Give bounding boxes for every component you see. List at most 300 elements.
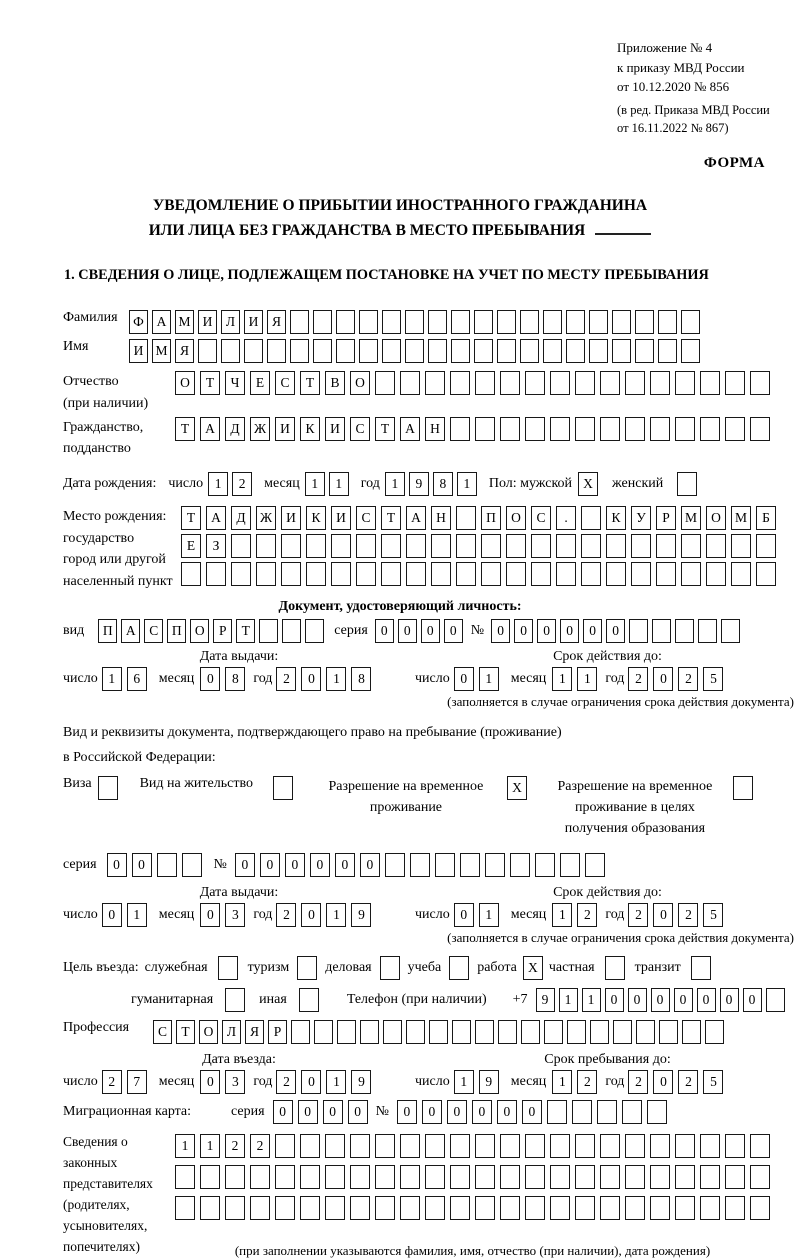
char-cell[interactable]: Н bbox=[431, 506, 451, 530]
char-cell[interactable]: 2 bbox=[102, 1070, 122, 1094]
char-cell[interactable]: М bbox=[731, 506, 751, 530]
char-cell[interactable]: 0 bbox=[653, 1070, 673, 1094]
char-cell[interactable]: С bbox=[275, 371, 295, 395]
char-cell[interactable] bbox=[500, 1134, 520, 1158]
char-cell[interactable] bbox=[550, 371, 570, 395]
char-cell[interactable] bbox=[675, 1196, 695, 1220]
char-cell[interactable]: Н bbox=[425, 417, 445, 441]
char-cell[interactable] bbox=[250, 1165, 270, 1189]
char-cell[interactable] bbox=[306, 562, 326, 586]
char-cell[interactable]: 0 bbox=[397, 1100, 417, 1124]
char-cell[interactable] bbox=[405, 310, 424, 334]
char-cell[interactable]: И bbox=[198, 310, 217, 334]
char-cell[interactable] bbox=[681, 534, 701, 558]
char-cell[interactable] bbox=[290, 310, 309, 334]
char-cell[interactable] bbox=[725, 1134, 745, 1158]
char-cell[interactable] bbox=[425, 371, 445, 395]
char-cell[interactable] bbox=[750, 1134, 770, 1158]
char-cell[interactable] bbox=[431, 534, 451, 558]
char-cell[interactable] bbox=[756, 562, 776, 586]
char-cell[interactable]: М bbox=[152, 339, 171, 363]
purpose-other-checkbox[interactable] bbox=[299, 988, 319, 1012]
char-cell[interactable] bbox=[705, 1020, 724, 1044]
char-cell[interactable] bbox=[625, 371, 645, 395]
char-cell[interactable] bbox=[706, 534, 726, 558]
char-cell[interactable] bbox=[198, 339, 217, 363]
char-cell[interactable] bbox=[406, 534, 426, 558]
char-cell[interactable]: 9 bbox=[351, 1070, 371, 1094]
char-cell[interactable] bbox=[567, 1020, 586, 1044]
char-cell[interactable] bbox=[725, 371, 745, 395]
char-cell[interactable]: О bbox=[706, 506, 726, 530]
char-cell[interactable]: 1 bbox=[479, 667, 499, 691]
char-cell[interactable] bbox=[625, 1165, 645, 1189]
char-cell[interactable] bbox=[650, 417, 670, 441]
char-cell[interactable] bbox=[314, 1020, 333, 1044]
char-cell[interactable] bbox=[700, 1134, 720, 1158]
char-cell[interactable]: 2 bbox=[678, 667, 698, 691]
char-cell[interactable] bbox=[647, 1100, 667, 1124]
char-cell[interactable] bbox=[313, 310, 332, 334]
char-cell[interactable]: 1 bbox=[200, 1134, 220, 1158]
char-cell[interactable] bbox=[451, 339, 470, 363]
char-cell[interactable] bbox=[474, 310, 493, 334]
char-cell[interactable] bbox=[575, 371, 595, 395]
char-cell[interactable]: А bbox=[206, 506, 226, 530]
char-cell[interactable]: С bbox=[153, 1020, 172, 1044]
char-cell[interactable]: 0 bbox=[235, 853, 255, 877]
char-cell[interactable] bbox=[331, 534, 351, 558]
char-cell[interactable] bbox=[581, 534, 601, 558]
char-cell[interactable]: 2 bbox=[276, 667, 296, 691]
char-cell[interactable]: 0 bbox=[720, 988, 739, 1012]
char-cell[interactable] bbox=[435, 853, 455, 877]
char-cell[interactable]: Я bbox=[267, 310, 286, 334]
char-cell[interactable] bbox=[356, 534, 376, 558]
char-cell[interactable]: Т bbox=[300, 371, 320, 395]
char-cell[interactable] bbox=[425, 1196, 445, 1220]
char-cell[interactable]: 0 bbox=[301, 1070, 321, 1094]
char-cell[interactable] bbox=[500, 1165, 520, 1189]
char-cell[interactable] bbox=[331, 562, 351, 586]
char-cell[interactable] bbox=[636, 1020, 655, 1044]
char-cell[interactable]: 0 bbox=[310, 853, 330, 877]
char-cell[interactable]: Т bbox=[236, 619, 255, 643]
char-cell[interactable]: 8 bbox=[433, 472, 453, 496]
char-cell[interactable]: О bbox=[506, 506, 526, 530]
char-cell[interactable]: 2 bbox=[577, 1070, 597, 1094]
char-cell[interactable]: Т bbox=[381, 506, 401, 530]
char-cell[interactable]: 0 bbox=[273, 1100, 293, 1124]
char-cell[interactable] bbox=[750, 371, 770, 395]
char-cell[interactable] bbox=[350, 1134, 370, 1158]
char-cell[interactable] bbox=[650, 1196, 670, 1220]
char-cell[interactable]: Л bbox=[221, 310, 240, 334]
char-cell[interactable] bbox=[535, 853, 555, 877]
char-cell[interactable] bbox=[631, 534, 651, 558]
char-cell[interactable]: К bbox=[606, 506, 626, 530]
char-cell[interactable] bbox=[336, 339, 355, 363]
char-cell[interactable]: 1 bbox=[582, 988, 601, 1012]
char-cell[interactable]: Т bbox=[181, 506, 201, 530]
char-cell[interactable]: 0 bbox=[454, 667, 474, 691]
char-cell[interactable]: 0 bbox=[514, 619, 533, 643]
char-cell[interactable] bbox=[556, 534, 576, 558]
char-cell[interactable]: 0 bbox=[200, 1070, 220, 1094]
char-cell[interactable] bbox=[225, 1165, 245, 1189]
char-cell[interactable] bbox=[500, 371, 520, 395]
char-cell[interactable] bbox=[325, 1196, 345, 1220]
char-cell[interactable] bbox=[450, 371, 470, 395]
char-cell[interactable] bbox=[450, 1134, 470, 1158]
purpose-transit-checkbox[interactable] bbox=[691, 956, 711, 980]
char-cell[interactable] bbox=[600, 1134, 620, 1158]
char-cell[interactable] bbox=[381, 534, 401, 558]
char-cell[interactable]: 1 bbox=[329, 472, 349, 496]
char-cell[interactable] bbox=[750, 1165, 770, 1189]
char-cell[interactable] bbox=[560, 853, 580, 877]
char-cell[interactable]: Ч bbox=[225, 371, 245, 395]
char-cell[interactable]: 1 bbox=[326, 1070, 346, 1094]
char-cell[interactable] bbox=[305, 619, 324, 643]
char-cell[interactable] bbox=[525, 371, 545, 395]
char-cell[interactable] bbox=[531, 562, 551, 586]
char-cell[interactable]: 7 bbox=[127, 1070, 147, 1094]
char-cell[interactable]: 0 bbox=[522, 1100, 542, 1124]
char-cell[interactable]: И bbox=[331, 506, 351, 530]
char-cell[interactable] bbox=[382, 310, 401, 334]
char-cell[interactable] bbox=[336, 310, 355, 334]
char-cell[interactable] bbox=[456, 534, 476, 558]
char-cell[interactable] bbox=[506, 562, 526, 586]
char-cell[interactable] bbox=[629, 619, 648, 643]
char-cell[interactable]: З bbox=[206, 534, 226, 558]
char-cell[interactable] bbox=[221, 339, 240, 363]
char-cell[interactable] bbox=[681, 562, 701, 586]
char-cell[interactable] bbox=[250, 1196, 270, 1220]
residence-permit-checkbox[interactable] bbox=[273, 776, 293, 800]
char-cell[interactable]: 8 bbox=[225, 667, 245, 691]
char-cell[interactable]: 1 bbox=[208, 472, 228, 496]
char-cell[interactable]: У bbox=[631, 506, 651, 530]
char-cell[interactable] bbox=[385, 853, 405, 877]
char-cell[interactable] bbox=[682, 1020, 701, 1044]
char-cell[interactable]: 0 bbox=[200, 903, 220, 927]
sex-male-checkbox[interactable]: X bbox=[578, 472, 598, 496]
char-cell[interactable]: Д bbox=[225, 417, 245, 441]
char-cell[interactable]: К bbox=[306, 506, 326, 530]
char-cell[interactable] bbox=[600, 371, 620, 395]
char-cell[interactable]: А bbox=[152, 310, 171, 334]
char-cell[interactable] bbox=[410, 853, 430, 877]
char-cell[interactable] bbox=[725, 1165, 745, 1189]
char-cell[interactable] bbox=[200, 1196, 220, 1220]
char-cell[interactable]: 2 bbox=[276, 1070, 296, 1094]
char-cell[interactable] bbox=[698, 619, 717, 643]
char-cell[interactable]: 1 bbox=[479, 903, 499, 927]
char-cell[interactable] bbox=[474, 339, 493, 363]
char-cell[interactable]: 0 bbox=[653, 903, 673, 927]
char-cell[interactable] bbox=[721, 619, 740, 643]
purpose-tourism-checkbox[interactable] bbox=[297, 956, 317, 980]
char-cell[interactable] bbox=[585, 853, 605, 877]
char-cell[interactable]: 0 bbox=[398, 619, 417, 643]
char-cell[interactable]: 2 bbox=[628, 1070, 648, 1094]
char-cell[interactable] bbox=[200, 1165, 220, 1189]
char-cell[interactable] bbox=[382, 339, 401, 363]
char-cell[interactable] bbox=[681, 310, 700, 334]
char-cell[interactable]: 5 bbox=[703, 903, 723, 927]
char-cell[interactable]: 2 bbox=[225, 1134, 245, 1158]
char-cell[interactable]: 9 bbox=[409, 472, 429, 496]
char-cell[interactable]: П bbox=[167, 619, 186, 643]
char-cell[interactable] bbox=[525, 1134, 545, 1158]
char-cell[interactable]: 0 bbox=[301, 903, 321, 927]
char-cell[interactable]: 1 bbox=[552, 667, 572, 691]
char-cell[interactable] bbox=[428, 339, 447, 363]
char-cell[interactable] bbox=[450, 1196, 470, 1220]
char-cell[interactable]: Е bbox=[181, 534, 201, 558]
char-cell[interactable] bbox=[650, 1134, 670, 1158]
char-cell[interactable]: В bbox=[325, 371, 345, 395]
char-cell[interactable] bbox=[475, 417, 495, 441]
char-cell[interactable] bbox=[290, 339, 309, 363]
char-cell[interactable] bbox=[600, 1165, 620, 1189]
char-cell[interactable] bbox=[350, 1165, 370, 1189]
char-cell[interactable] bbox=[244, 339, 263, 363]
char-cell[interactable] bbox=[275, 1165, 295, 1189]
char-cell[interactable]: 0 bbox=[537, 619, 556, 643]
char-cell[interactable] bbox=[375, 1196, 395, 1220]
char-cell[interactable]: 0 bbox=[472, 1100, 492, 1124]
char-cell[interactable] bbox=[635, 310, 654, 334]
char-cell[interactable] bbox=[600, 1196, 620, 1220]
char-cell[interactable] bbox=[350, 1196, 370, 1220]
char-cell[interactable] bbox=[475, 1020, 494, 1044]
char-cell[interactable] bbox=[375, 1165, 395, 1189]
char-cell[interactable] bbox=[575, 1134, 595, 1158]
char-cell[interactable] bbox=[206, 562, 226, 586]
char-cell[interactable]: А bbox=[200, 417, 220, 441]
temp-residence-edu-checkbox[interactable] bbox=[733, 776, 753, 800]
char-cell[interactable] bbox=[500, 1196, 520, 1220]
char-cell[interactable] bbox=[475, 371, 495, 395]
char-cell[interactable]: П bbox=[481, 506, 501, 530]
char-cell[interactable] bbox=[750, 417, 770, 441]
char-cell[interactable] bbox=[700, 371, 720, 395]
char-cell[interactable]: С bbox=[350, 417, 370, 441]
char-cell[interactable] bbox=[525, 1165, 545, 1189]
char-cell[interactable]: 0 bbox=[298, 1100, 318, 1124]
char-cell[interactable]: И bbox=[281, 506, 301, 530]
char-cell[interactable] bbox=[182, 853, 202, 877]
char-cell[interactable]: 0 bbox=[348, 1100, 368, 1124]
char-cell[interactable] bbox=[520, 339, 539, 363]
char-cell[interactable] bbox=[337, 1020, 356, 1044]
char-cell[interactable] bbox=[231, 534, 251, 558]
char-cell[interactable]: 0 bbox=[454, 903, 474, 927]
char-cell[interactable] bbox=[650, 371, 670, 395]
char-cell[interactable]: 1 bbox=[577, 667, 597, 691]
char-cell[interactable]: К bbox=[300, 417, 320, 441]
char-cell[interactable]: 2 bbox=[678, 903, 698, 927]
char-cell[interactable]: 0 bbox=[560, 619, 579, 643]
char-cell[interactable] bbox=[313, 339, 332, 363]
char-cell[interactable] bbox=[589, 339, 608, 363]
char-cell[interactable] bbox=[656, 562, 676, 586]
char-cell[interactable]: 3 bbox=[225, 903, 245, 927]
char-cell[interactable] bbox=[450, 417, 470, 441]
char-cell[interactable] bbox=[400, 1165, 420, 1189]
char-cell[interactable] bbox=[706, 562, 726, 586]
char-cell[interactable]: И bbox=[275, 417, 295, 441]
char-cell[interactable] bbox=[725, 417, 745, 441]
char-cell[interactable] bbox=[500, 417, 520, 441]
char-cell[interactable]: 6 bbox=[127, 667, 147, 691]
char-cell[interactable]: 0 bbox=[132, 853, 152, 877]
char-cell[interactable]: Ж bbox=[256, 506, 276, 530]
char-cell[interactable] bbox=[700, 1196, 720, 1220]
char-cell[interactable] bbox=[625, 417, 645, 441]
char-cell[interactable]: 2 bbox=[678, 1070, 698, 1094]
char-cell[interactable]: 0 bbox=[651, 988, 670, 1012]
char-cell[interactable]: И bbox=[244, 310, 263, 334]
char-cell[interactable] bbox=[400, 371, 420, 395]
char-cell[interactable]: Е bbox=[250, 371, 270, 395]
char-cell[interactable] bbox=[521, 1020, 540, 1044]
char-cell[interactable] bbox=[631, 562, 651, 586]
char-cell[interactable]: Я bbox=[245, 1020, 264, 1044]
char-cell[interactable] bbox=[566, 339, 585, 363]
char-cell[interactable] bbox=[282, 619, 301, 643]
char-cell[interactable]: 2 bbox=[577, 903, 597, 927]
char-cell[interactable] bbox=[590, 1020, 609, 1044]
char-cell[interactable] bbox=[425, 1165, 445, 1189]
char-cell[interactable]: Р bbox=[213, 619, 232, 643]
char-cell[interactable] bbox=[550, 417, 570, 441]
char-cell[interactable]: П bbox=[98, 619, 117, 643]
char-cell[interactable]: 0 bbox=[583, 619, 602, 643]
char-cell[interactable] bbox=[425, 1134, 445, 1158]
char-cell[interactable]: 0 bbox=[421, 619, 440, 643]
char-cell[interactable]: 2 bbox=[232, 472, 252, 496]
char-cell[interactable]: 1 bbox=[552, 903, 572, 927]
char-cell[interactable]: 1 bbox=[457, 472, 477, 496]
char-cell[interactable]: 0 bbox=[375, 619, 394, 643]
char-cell[interactable]: Д bbox=[231, 506, 251, 530]
sex-female-checkbox[interactable] bbox=[677, 472, 697, 496]
char-cell[interactable]: 9 bbox=[536, 988, 555, 1012]
char-cell[interactable] bbox=[550, 1165, 570, 1189]
char-cell[interactable]: 2 bbox=[250, 1134, 270, 1158]
char-cell[interactable] bbox=[456, 506, 476, 530]
char-cell[interactable] bbox=[325, 1134, 345, 1158]
char-cell[interactable]: 0 bbox=[102, 903, 122, 927]
char-cell[interactable] bbox=[725, 1196, 745, 1220]
char-cell[interactable] bbox=[606, 562, 626, 586]
char-cell[interactable] bbox=[475, 1196, 495, 1220]
char-cell[interactable] bbox=[659, 1020, 678, 1044]
char-cell[interactable]: 1 bbox=[454, 1070, 474, 1094]
char-cell[interactable] bbox=[525, 417, 545, 441]
char-cell[interactable] bbox=[281, 534, 301, 558]
char-cell[interactable]: Т bbox=[200, 371, 220, 395]
char-cell[interactable]: С bbox=[356, 506, 376, 530]
char-cell[interactable] bbox=[475, 1165, 495, 1189]
char-cell[interactable] bbox=[300, 1196, 320, 1220]
char-cell[interactable]: 1 bbox=[102, 667, 122, 691]
char-cell[interactable] bbox=[475, 1134, 495, 1158]
char-cell[interactable] bbox=[556, 562, 576, 586]
char-cell[interactable] bbox=[566, 310, 585, 334]
char-cell[interactable]: Т bbox=[176, 1020, 195, 1044]
char-cell[interactable] bbox=[600, 417, 620, 441]
char-cell[interactable]: 0 bbox=[606, 619, 625, 643]
char-cell[interactable] bbox=[612, 339, 631, 363]
char-cell[interactable]: 0 bbox=[491, 619, 510, 643]
char-cell[interactable]: О bbox=[350, 371, 370, 395]
char-cell[interactable] bbox=[652, 619, 671, 643]
char-cell[interactable]: А bbox=[400, 417, 420, 441]
char-cell[interactable]: Т bbox=[175, 417, 195, 441]
char-cell[interactable] bbox=[428, 310, 447, 334]
char-cell[interactable] bbox=[589, 310, 608, 334]
char-cell[interactable] bbox=[575, 1196, 595, 1220]
char-cell[interactable] bbox=[656, 534, 676, 558]
char-cell[interactable] bbox=[231, 562, 251, 586]
char-cell[interactable] bbox=[359, 339, 378, 363]
char-cell[interactable]: 2 bbox=[276, 903, 296, 927]
char-cell[interactable]: Ф bbox=[129, 310, 148, 334]
char-cell[interactable] bbox=[405, 339, 424, 363]
char-cell[interactable] bbox=[325, 1165, 345, 1189]
char-cell[interactable] bbox=[481, 562, 501, 586]
char-cell[interactable] bbox=[429, 1020, 448, 1044]
char-cell[interactable] bbox=[291, 1020, 310, 1044]
char-cell[interactable] bbox=[613, 1020, 632, 1044]
char-cell[interactable]: 1 bbox=[552, 1070, 572, 1094]
char-cell[interactable]: 3 bbox=[225, 1070, 245, 1094]
char-cell[interactable]: 1 bbox=[385, 472, 405, 496]
char-cell[interactable]: Л bbox=[222, 1020, 241, 1044]
temp-residence-checkbox[interactable]: X bbox=[507, 776, 527, 800]
char-cell[interactable]: М bbox=[681, 506, 701, 530]
char-cell[interactable] bbox=[157, 853, 177, 877]
char-cell[interactable]: 0 bbox=[301, 667, 321, 691]
char-cell[interactable] bbox=[275, 1134, 295, 1158]
char-cell[interactable]: Я bbox=[175, 339, 194, 363]
char-cell[interactable] bbox=[543, 310, 562, 334]
char-cell[interactable]: 1 bbox=[127, 903, 147, 927]
char-cell[interactable] bbox=[750, 1196, 770, 1220]
char-cell[interactable]: 9 bbox=[479, 1070, 499, 1094]
char-cell[interactable] bbox=[498, 1020, 517, 1044]
char-cell[interactable]: 8 bbox=[351, 667, 371, 691]
purpose-business-checkbox[interactable] bbox=[380, 956, 400, 980]
char-cell[interactable] bbox=[544, 1020, 563, 1044]
char-cell[interactable] bbox=[225, 1196, 245, 1220]
purpose-official-checkbox[interactable] bbox=[218, 956, 238, 980]
char-cell[interactable] bbox=[622, 1100, 642, 1124]
char-cell[interactable]: С bbox=[144, 619, 163, 643]
char-cell[interactable] bbox=[406, 562, 426, 586]
char-cell[interactable] bbox=[256, 534, 276, 558]
char-cell[interactable]: 0 bbox=[260, 853, 280, 877]
char-cell[interactable] bbox=[383, 1020, 402, 1044]
char-cell[interactable] bbox=[375, 371, 395, 395]
char-cell[interactable] bbox=[275, 1196, 295, 1220]
char-cell[interactable] bbox=[506, 534, 526, 558]
